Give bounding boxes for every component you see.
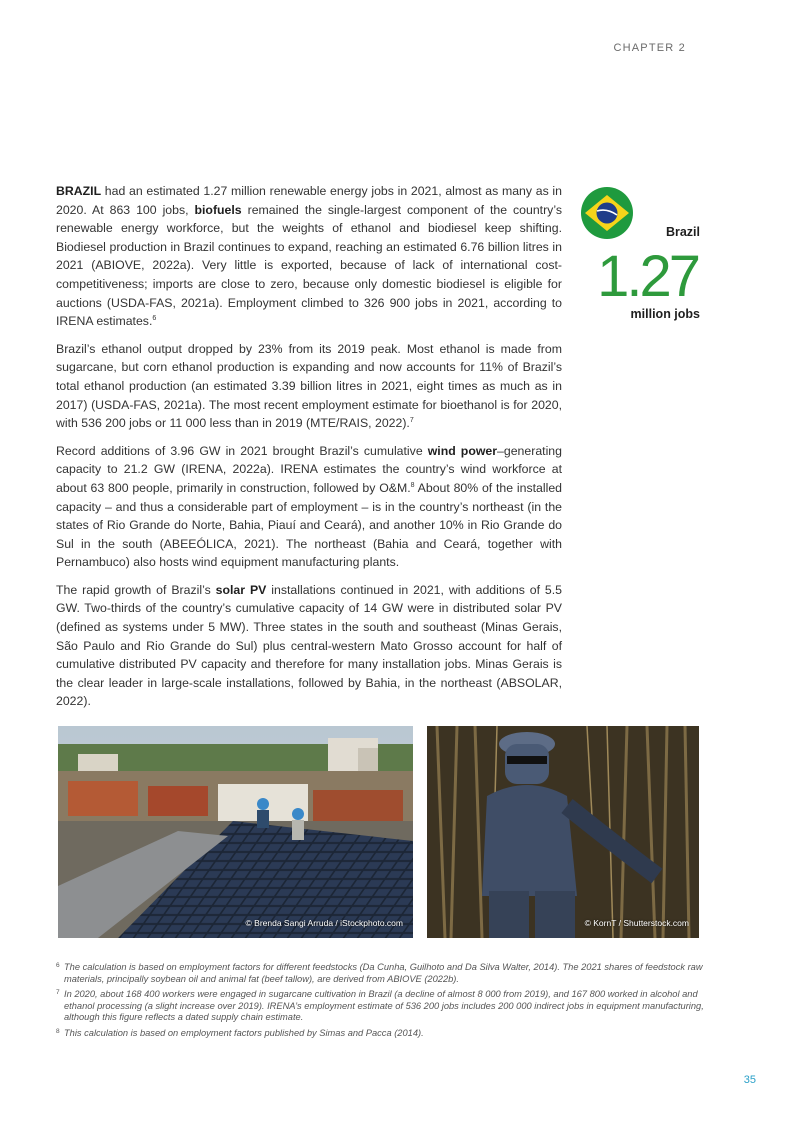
- text-run: The rapid growth of Brazil’s: [56, 582, 216, 597]
- text-run: Record additions of 3.96 GW in 2021 brought Brazil’s cumulative: [56, 443, 428, 458]
- keyword-solar-pv: solar PV: [215, 582, 267, 597]
- footnote-ref[interactable]: 6: [152, 315, 157, 323]
- photo-credit: © Brenda Sangi Arruda / iStockphoto.com: [245, 918, 403, 928]
- keyword-wind-power: wind power: [427, 443, 498, 458]
- text-run: had an estimated 1.27 million renewable energy jobs in 2021, almost as many as in 2020. At 863 100 jobs,: [56, 184, 562, 217]
- text-run: About 80% of the installed capacity – and thus a considerable part of employment – is in the country’s northeast (in the states of Rio Grande do Norte, Bahia, Piauí and Ceará), and another 10% in Rio Grande do Sul in the south (ABEEÓLICA, 2021). The northeast (Bahia and Ceará, together with Pernambuco) also hosts wind equipment manufacturing plants.: [56, 480, 562, 570]
- footnotes: [56, 962, 706, 1044]
- paragraph-ethanol: [56, 340, 562, 433]
- country-name: Brazil: [665, 225, 700, 239]
- footnote-text: This calculation is based on employment factors published by Simas and Pacca (2014).: [64, 1027, 424, 1038]
- jobs-value: 1.27: [597, 244, 698, 309]
- text-run: –generating capacity to 21.2 GW (IRENA, 2022a). IRENA estimates the country’s wind workforce at about 63 800 people, primarily in construction, followed by O&M.: [56, 443, 562, 495]
- brazil-flag-icon: [580, 186, 634, 240]
- text-run: remained the single-largest component of the country’s renewable energy workforce, but the weights of ethanol and biodiesel keep shifting. Biodiesel production in Brazil continues to expand, reaching an estimated 6.76 billion litres in 2021 (ABIOVE, 2022a). Very little is exported, because of lack of international cost-competitiveness; imports are close to zero, because only domestic biodiesel is eligible for auctions (USDA-FAS, 2021a). Employment climbed to 326 900 jobs in 2021, according to IRENA estimates.: [56, 202, 562, 329]
- photo-solar-installation: [58, 726, 413, 938]
- footnote: [56, 1028, 706, 1040]
- sugarcane-worker-image: [427, 726, 699, 938]
- jobs-unit: million jobs: [630, 307, 700, 321]
- photo-sugarcane-worker: [427, 726, 699, 938]
- page-number: 35: [743, 1074, 756, 1086]
- rooftop-solar-image: [58, 726, 413, 938]
- main-text: [56, 182, 562, 720]
- footnote-text: In 2020, about 168 400 workers were engaged in sugarcane cultivation in Brazil (a decline of almost 8 000 from 2019), and 167 800 worked in alcohol and ethanol processing (a slight increase over 2019). IRENA’s employment estimate of 536 200 jobs includes 200 000 indirect jobs in equipment manufacturing, although this figure reflects a dated supply chain estimate.: [64, 989, 704, 1023]
- chapter-label: CHAPTER 2: [613, 42, 686, 54]
- footnote-text: The calculation is based on employment factors for different feedstocks (Da Cunha, Guilhoto and Da Silva Walter, 2014). The 2021 shares of feedstock raw materials, principally soybean oil and animal fat (beef tallow), are derived from ABIOVE (2022b).: [64, 962, 703, 984]
- keyword-biofuels: biofuels: [194, 202, 242, 217]
- footnote-number: 7: [56, 989, 60, 997]
- photo-credit: © KornT / Shutterstock.com: [584, 918, 689, 928]
- country-lead: BRAZIL: [56, 184, 102, 198]
- footnote-number: 8: [56, 1027, 60, 1035]
- paragraph-solar: [56, 581, 562, 711]
- footnote-ref[interactable]: 8: [410, 481, 415, 489]
- paragraph-overview: [56, 182, 562, 331]
- footnote: [56, 989, 706, 1024]
- footnote-number: 6: [56, 962, 60, 969]
- footnote: [56, 962, 706, 985]
- footnote-ref[interactable]: 7: [409, 417, 414, 425]
- text-run: Brazil’s ethanol output dropped by 23% from its 2019 peak. Most ethanol is made from sugarcane, but corn ethanol production is expanding and now accounts for 11% of Brazil’s total ethanol production (an estimated 3.39 billion litres in 2021, eight times as much as in 2017) (USDA-FAS, 2021a). The most recent employment estimate for bioethanol is for 2020, with 536 200 jobs or 11 000 less than in 2019 (MTE/RAIS, 2022).: [56, 341, 562, 431]
- text-run: installations continued in 2021, with additions of 5.5 GW. Two-thirds of the country’s cumulative capacity of 14 GW were in distributed solar PV (defined as systems under 5 MW). Three states in the south and southeast (Minas Gerais, São Paulo and Rio Grande do Sul) plus central-western Mato Grosso account for half of cumulative distributed PV capacity and therefore for many installation jobs. Minas Gerais is the clear leader in large-scale installations, followed by Bahia, in the northeast (ABSOLAR, 2022).: [56, 582, 563, 709]
- paragraph-wind: [56, 442, 562, 572]
